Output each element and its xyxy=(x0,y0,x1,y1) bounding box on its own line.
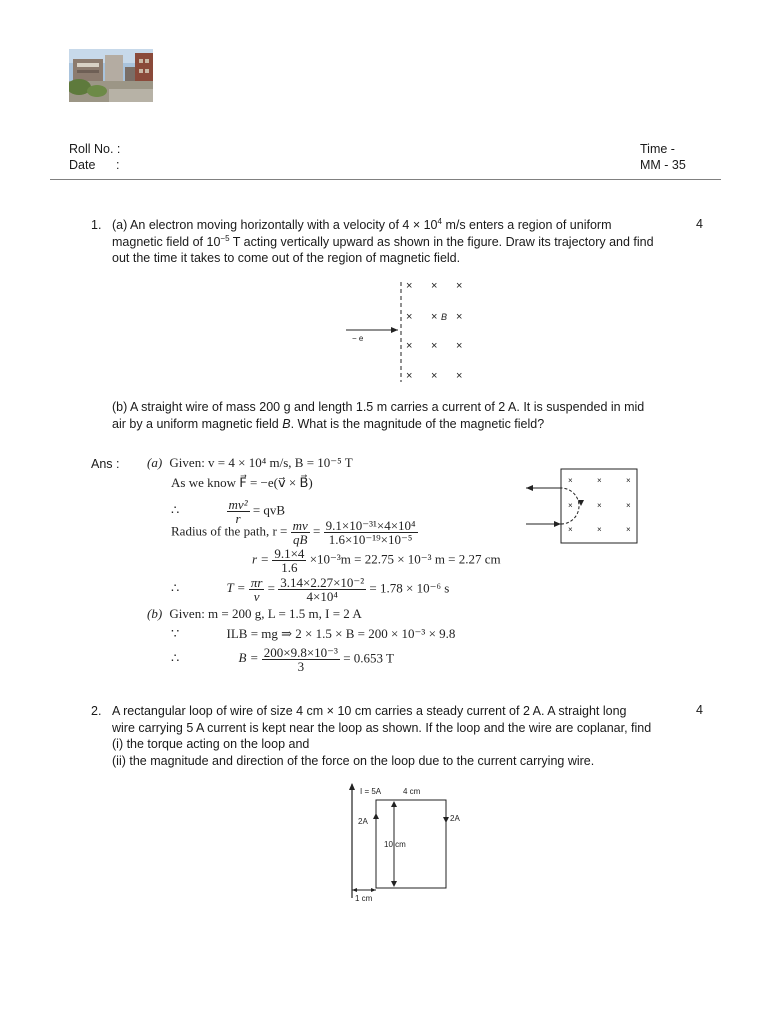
date-colon: : xyxy=(116,158,120,172)
ans-fraction-pir-v xyxy=(249,576,265,603)
q2-text xyxy=(112,703,712,769)
frac-num: 9.1×10⁻³¹×4×10⁴ xyxy=(325,518,416,533)
ans-fraction-mv-qb xyxy=(291,519,310,546)
q2-line1: A rectangular loop of wire of size 4 cm × 10 cm carries a steady current of 2 A. A straight long xyxy=(112,704,627,718)
arrow-up-icon xyxy=(373,813,379,819)
ans-line-4: Radius of the path, r = $\frac{mv}{qB}$ = $\frac{\text{9.1×10⁻³¹×4×10⁴}}{\text{1.6×10⁻¹⁹×10⁻⁵}}$ xyxy=(171,518,416,547)
cross-mark: × xyxy=(406,311,413,323)
q1-a-line2-pre: magnetic field of 10 xyxy=(112,234,221,249)
institute-logo-photo xyxy=(69,49,153,102)
arrow-up-icon xyxy=(349,783,355,790)
because-symbol: ∵ xyxy=(171,626,180,641)
ans-part-b-tag: (b) xyxy=(147,606,163,621)
ans-trajectory-figure xyxy=(524,466,642,546)
cross-mark: × xyxy=(626,476,631,485)
left-current-label: 2A xyxy=(358,817,368,826)
q1-b-line2-post: . What is the magnitude of the magnetic field? xyxy=(290,416,545,431)
ans-fraction-radius-values xyxy=(324,519,418,546)
q1-part-a-text xyxy=(112,217,712,267)
arrow-down-icon xyxy=(391,881,397,887)
frac-num: mv² xyxy=(228,497,248,512)
arrow-right-icon xyxy=(391,327,398,333)
answer-label: Ans : xyxy=(91,457,120,471)
ans-t-lhs: T = xyxy=(226,580,246,596)
q1-a-line3: out the time it takes to come out of the region of magnetic field. xyxy=(112,251,461,265)
q2-line3: (i) the torque acting on the loop and xyxy=(112,737,310,751)
cross-mark: × xyxy=(456,280,463,292)
cross-mark: × xyxy=(597,525,602,534)
ans-force-balance: ILB = mg ⇒ 2 × 1.5 × B = 200 × 10⁻³ × 9.8 xyxy=(226,626,456,641)
therefore-symbol: ∴ xyxy=(171,580,180,596)
frac-den: 4×10⁴ xyxy=(306,589,338,604)
cross-mark: × xyxy=(406,280,413,292)
ans-part-a-tag: (a) xyxy=(147,455,163,470)
cross-mark: × xyxy=(456,340,463,352)
ans-radius-label: Radius of the path, r = xyxy=(171,523,288,539)
q1-a-line1-pre: (a) An electron moving horizontally with a velocity of 4 × 10 xyxy=(112,218,438,232)
q2-marks: 4 xyxy=(696,703,703,717)
q1-b-line2-pre: air by a uniform magnetic field xyxy=(112,416,283,431)
loop-width-label: 4 cm xyxy=(403,787,421,796)
q1-a-line2-post: T acting vertically upward as shown in the figure. Draw its trajectory and find xyxy=(229,234,654,249)
frac-den: 1.6×10⁻¹⁹×10⁻⁵ xyxy=(328,532,413,547)
cross-mark: × xyxy=(406,340,413,352)
frac-num: mv xyxy=(292,518,308,533)
cross-mark: × xyxy=(456,311,463,323)
ans-line-8 xyxy=(171,626,455,642)
arrow-up-icon xyxy=(391,801,397,807)
q1-b-field-symbol: B xyxy=(282,416,291,431)
q1-a-line2-sup: −5 xyxy=(220,233,230,243)
cross-mark: × xyxy=(431,340,438,352)
ans-field-result: = 0.653 T xyxy=(343,650,394,666)
q1-part-b-text xyxy=(112,399,712,432)
q1-a-line1-sup: 4 xyxy=(437,216,442,226)
q2-loop-figure xyxy=(346,780,476,904)
ans-time-result: = 1.78 × 10⁻⁶ s xyxy=(369,580,450,596)
q1-a-line1 xyxy=(112,217,712,234)
roll-number-label: Roll No. : xyxy=(69,142,121,156)
therefore-symbol: ∴ xyxy=(171,650,180,666)
therefore-symbol: ∴ xyxy=(171,502,180,518)
time-label: Time - xyxy=(640,142,675,156)
cross-mark: × xyxy=(568,476,573,485)
right-current-label: 2A xyxy=(450,814,460,823)
cross-mark: × xyxy=(626,501,631,510)
cross-mark: × xyxy=(456,370,463,382)
q1-marks: 4 xyxy=(696,217,703,231)
arrow-right-icon xyxy=(554,521,561,527)
frac-den: r xyxy=(235,511,241,526)
electron-label: − e xyxy=(352,334,364,343)
field-label: B xyxy=(441,312,448,322)
wire-current-label: I = 5A xyxy=(360,787,382,796)
frac-num: πr xyxy=(250,575,263,590)
cross-mark: × xyxy=(406,370,413,382)
cross-mark: × xyxy=(626,525,631,534)
q1-b-line2 xyxy=(112,416,712,433)
frac-den: 1.6 xyxy=(281,560,298,575)
ans-line-2: As we know F⃗ = −e(v⃗ × B⃗) xyxy=(171,475,313,490)
q2-line4: (ii) the magnitude and direction of the force on the loop due to the current carrying wire. xyxy=(112,753,595,768)
ans-line-5 xyxy=(252,547,501,574)
ans-line-7 xyxy=(147,606,362,622)
gap-label: 1 cm xyxy=(355,894,373,903)
frac-den: v xyxy=(253,589,260,604)
frac-num: 9.1×4 xyxy=(274,546,305,561)
ans-line-1 xyxy=(147,455,353,471)
cross-mark: × xyxy=(597,476,602,485)
ans-r-lhs: r = xyxy=(252,551,270,567)
header-divider xyxy=(50,179,721,180)
ans-fraction-time-values xyxy=(278,576,366,603)
cross-mark: × xyxy=(568,525,573,534)
ans-line-6: ∴ T = $\frac{\pi r}{v}$ = $\frac{\text{3.14×2.27×10⁻²}}{\text{4×10⁴}}$ = 1.78 × 10⁻⁶ s xyxy=(171,575,450,604)
frac-num: 3.14×2.27×10⁻² xyxy=(280,575,365,590)
ans-line-9 xyxy=(171,646,394,673)
cross-mark: × xyxy=(431,370,438,382)
q1-number: 1. xyxy=(91,218,102,232)
cross-mark: × xyxy=(431,311,438,323)
ans-fraction-b-values xyxy=(262,646,340,673)
q1-a-line2 xyxy=(112,234,712,251)
q1-magnetic-field-figure xyxy=(340,278,480,384)
max-marks-label: MM - 35 xyxy=(640,158,686,172)
ans-radius-result: ×10⁻³m = 22.75 × 10⁻³ m = 2.27 cm xyxy=(309,551,501,567)
loop-height-label: 10 cm xyxy=(384,840,406,849)
arrow-left-icon xyxy=(526,485,533,491)
q2-number: 2. xyxy=(91,704,102,718)
frac-den: 3 xyxy=(297,659,305,674)
q2-line2: wire carrying 5 A current is kept near the loop as shown. If the loop and the wire are coplanar, find xyxy=(112,720,652,735)
arrow-down-icon xyxy=(443,817,449,823)
ans-given-a: Given: v = 4 × 10⁴ m/s, B = 10⁻⁵ T xyxy=(169,455,353,470)
q1-b-line1: (b) A straight wire of mass 200 g and length 1.5 m carries a current of 2 A. It is suspended in mid xyxy=(112,400,645,414)
cross-mark: × xyxy=(597,501,602,510)
q1-a-line1-post: m/s enters a region of uniform xyxy=(441,218,612,232)
ans-given-b: Given: m = 200 g, L = 1.5 m, I = 2 A xyxy=(169,606,362,621)
arrow-right-icon xyxy=(371,888,376,892)
frac-num: 200×9.8×10⁻³ xyxy=(263,645,338,660)
cross-mark: × xyxy=(431,280,438,292)
cross-mark: × xyxy=(568,501,573,510)
date-label: Date xyxy=(69,158,96,172)
arrow-left-icon xyxy=(352,888,357,892)
ans-b-lhs: B = xyxy=(238,650,259,666)
frac-den: qB xyxy=(292,532,308,547)
ans-fraction-9-1x4 xyxy=(272,547,306,574)
ans-line-3-rhs: = qvB xyxy=(252,502,286,518)
